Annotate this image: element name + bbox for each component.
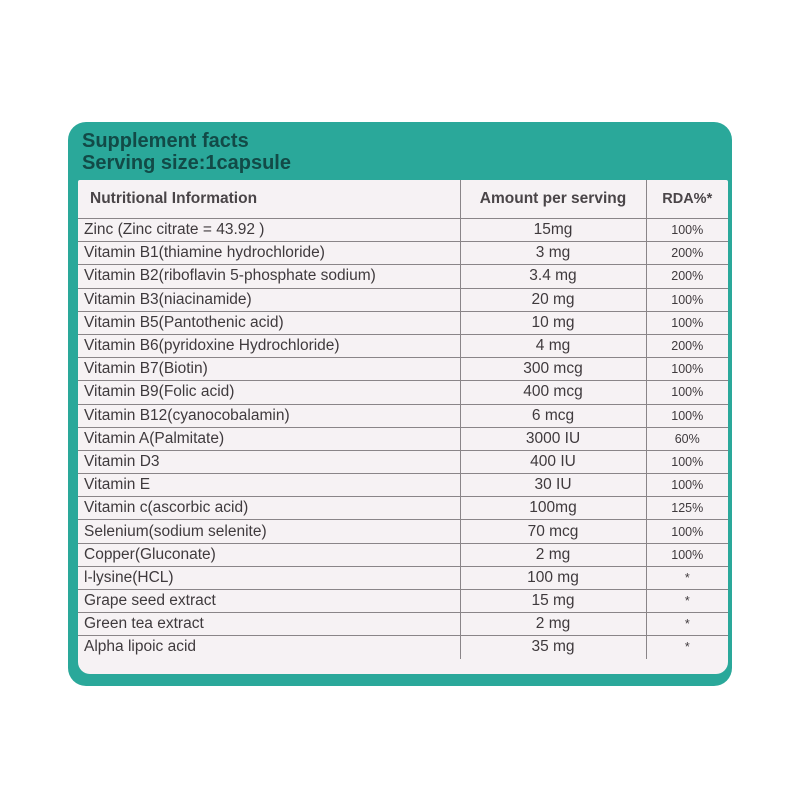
rda-cell: 100% [646, 381, 728, 404]
table-row [78, 334, 728, 357]
nutrient-name: Vitamin B6(pyridoxine Hydrochloride) [78, 334, 460, 357]
nutrient-name: Alpha lipoic acid [78, 636, 460, 659]
rda-cell: 100% [646, 520, 728, 543]
table-row [78, 404, 728, 427]
amount-cell: 300 mcg [460, 358, 646, 381]
amount-cell: 20 mg [460, 288, 646, 311]
rda-cell: 100% [646, 450, 728, 473]
nutrient-name: Vitamin B3(niacinamide) [78, 288, 460, 311]
rda-cell: 125% [646, 497, 728, 520]
amount-cell: 3.4 mg [460, 265, 646, 288]
table-row [78, 566, 728, 589]
column-header-nutrient: Nutritional Information [78, 180, 460, 219]
label-header [82, 130, 291, 174]
rda-cell: * [646, 590, 728, 613]
amount-cell: 100mg [460, 497, 646, 520]
table-row [78, 520, 728, 543]
nutrient-name: Copper(Gluconate) [78, 543, 460, 566]
table-row [78, 636, 728, 659]
supplement-facts-label [68, 122, 732, 686]
rda-cell: 60% [646, 427, 728, 450]
amount-cell: 6 mcg [460, 404, 646, 427]
amount-cell: 2 mg [460, 613, 646, 636]
nutrient-name: l-lysine(HCL) [78, 566, 460, 589]
nutrient-name: Vitamin A(Palmitate) [78, 427, 460, 450]
nutrient-name: Selenium(sodium selenite) [78, 520, 460, 543]
column-header-amount: Amount per serving [460, 180, 646, 219]
rda-cell: * [646, 566, 728, 589]
facts-table [78, 180, 728, 659]
nutrient-name: Vitamin B12(cyanocobalamin) [78, 404, 460, 427]
table-row [78, 265, 728, 288]
table-row [78, 613, 728, 636]
nutrient-name: Zinc (Zinc citrate = 43.92 ) [78, 219, 460, 242]
table-row [78, 497, 728, 520]
rda-cell: 100% [646, 219, 728, 242]
column-header-rda: RDA%* [646, 180, 728, 219]
amount-cell: 15mg [460, 219, 646, 242]
serving-size: Serving size:1capsule [82, 152, 291, 174]
rda-cell: 200% [646, 242, 728, 265]
nutrient-name: Vitamin B7(Biotin) [78, 358, 460, 381]
nutrient-name: Vitamin B2(riboflavin 5-phosphate sodium) [78, 265, 460, 288]
nutrient-name: Green tea extract [78, 613, 460, 636]
rda-cell: 100% [646, 543, 728, 566]
rda-cell: 100% [646, 474, 728, 497]
table-row [78, 381, 728, 404]
rda-cell: 200% [646, 265, 728, 288]
table-header-row [78, 180, 728, 219]
label-title: Supplement facts [82, 130, 249, 152]
amount-cell: 4 mg [460, 334, 646, 357]
rda-cell: 100% [646, 404, 728, 427]
rda-cell: 100% [646, 288, 728, 311]
table-row [78, 590, 728, 613]
amount-cell: 70 mcg [460, 520, 646, 543]
table-row [78, 450, 728, 473]
nutrient-name: Vitamin D3 [78, 450, 460, 473]
amount-cell: 3000 IU [460, 427, 646, 450]
facts-panel [78, 180, 728, 674]
nutrient-name: Vitamin E [78, 474, 460, 497]
table-row [78, 242, 728, 265]
nutrient-name: Vitamin c(ascorbic acid) [78, 497, 460, 520]
nutrient-name: Vitamin B9(Folic acid) [78, 381, 460, 404]
table-row [78, 288, 728, 311]
table-row [78, 311, 728, 334]
table-row [78, 474, 728, 497]
amount-cell: 400 mcg [460, 381, 646, 404]
nutrient-name: Vitamin B5(Pantothenic acid) [78, 311, 460, 334]
amount-cell: 400 IU [460, 450, 646, 473]
rda-cell: 100% [646, 358, 728, 381]
table-body [78, 219, 728, 659]
rda-cell: * [646, 636, 728, 659]
rda-cell: 100% [646, 311, 728, 334]
amount-cell: 2 mg [460, 543, 646, 566]
table-row [78, 358, 728, 381]
table-row [78, 427, 728, 450]
rda-cell: 200% [646, 334, 728, 357]
amount-cell: 15 mg [460, 590, 646, 613]
nutrient-name: Vitamin B1(thiamine hydrochloride) [78, 242, 460, 265]
table-row [78, 543, 728, 566]
amount-cell: 35 mg [460, 636, 646, 659]
amount-cell: 10 mg [460, 311, 646, 334]
table-row [78, 219, 728, 242]
amount-cell: 30 IU [460, 474, 646, 497]
amount-cell: 3 mg [460, 242, 646, 265]
nutrient-name: Grape seed extract [78, 590, 460, 613]
amount-cell: 100 mg [460, 566, 646, 589]
rda-cell: * [646, 613, 728, 636]
